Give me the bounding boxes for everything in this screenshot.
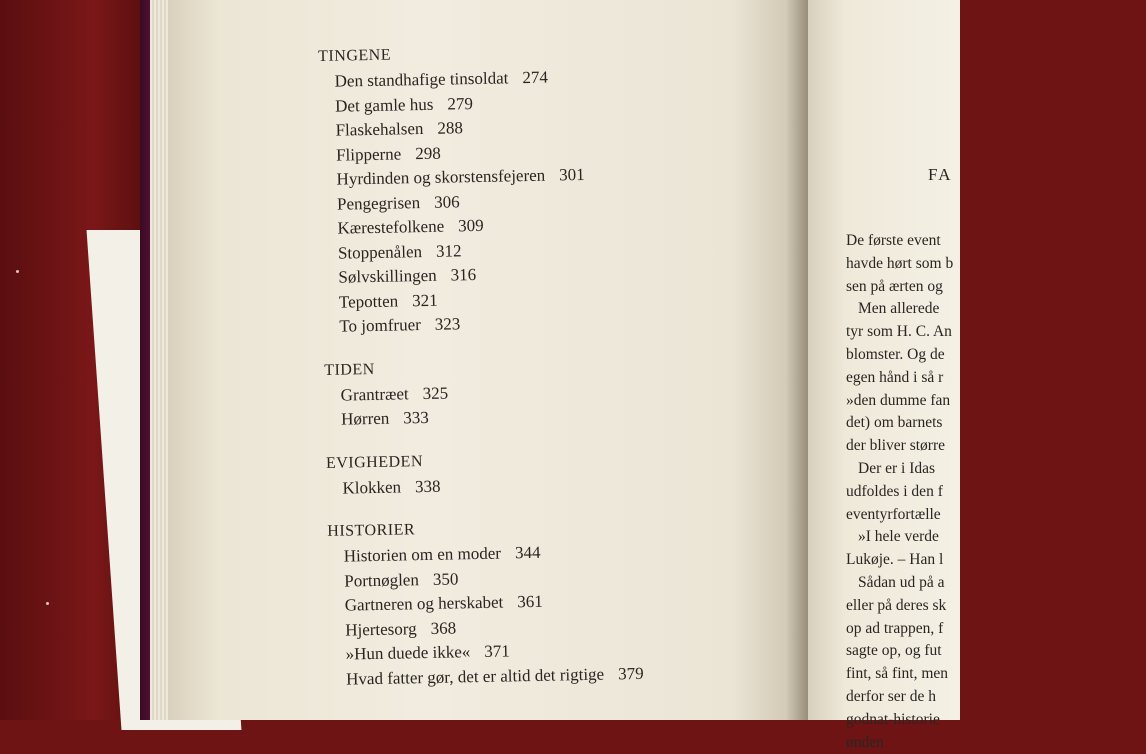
- toc-entry-page-number: 323: [434, 314, 461, 334]
- right-page-text-line: tyr som H. C. An: [846, 323, 952, 341]
- toc-entry-title: Hvad fatter gør, det er altid det rigtige: [345, 664, 605, 689]
- right-page-text-line: Der er i Idas: [858, 459, 936, 477]
- toc-entry-title: Flipperne: [335, 143, 402, 165]
- toc-entry-page-number: 338: [414, 476, 441, 496]
- toc-entry-page-number: 368: [430, 617, 457, 638]
- toc-entry-page-number: 306: [433, 191, 460, 212]
- toc-entry-title: Tepotten: [338, 291, 399, 312]
- toc-section-heading: HISTORIER: [327, 521, 416, 540]
- right-page-text-line: derfor ser de h: [846, 687, 936, 705]
- toc-entry-title: Pengegrisen: [336, 192, 421, 214]
- toc-entry-title: Den standhafige tinsoldat: [334, 68, 509, 91]
- toc-entry-title: Klokken: [342, 476, 402, 498]
- right-page-text-line: Lukøje. – Han l: [846, 551, 944, 569]
- right-page-text-line: fint, så fint, men: [846, 665, 949, 683]
- right-page-text-line: »I hele verde: [858, 528, 939, 546]
- right-page-heading: FA: [928, 165, 953, 184]
- toc-section-heading: TIDEN: [324, 360, 375, 379]
- toc-entry-title: Hørren: [340, 408, 390, 429]
- toc-entry-page-number: 316: [450, 265, 477, 285]
- right-page-text-line: egen hånd i så r: [846, 368, 944, 386]
- toc-entry-page-number: 274: [522, 67, 549, 88]
- toc-entry-title: Portnøglen: [344, 569, 420, 591]
- toc-entry-page-number: 309: [457, 215, 484, 236]
- toc-entry-page-number: 298: [415, 143, 441, 163]
- toc-entry-title: Gartneren og herskabet: [344, 592, 504, 615]
- right-page-text-line: blomster. Og de: [846, 345, 945, 363]
- toc-entry-title: To jomfruer: [339, 315, 421, 336]
- toc-entry-page-number: 333: [403, 407, 429, 428]
- toc-entry-title: Sølvskillingen: [338, 265, 437, 287]
- right-page-text-line: udfoldes i den f: [846, 482, 943, 500]
- right-page-text-line: sagte op, og fut: [846, 642, 942, 660]
- right-page-text: [846, 164, 1146, 754]
- right-page-text-line: Men allerede: [858, 300, 940, 318]
- toc-section-heading: EVIGHEDEN: [325, 452, 424, 472]
- right-page-text-line: De første event: [846, 232, 941, 249]
- toc-entry-page-number: 344: [514, 542, 541, 563]
- toc-entry-title: Det gamle hus: [334, 94, 434, 116]
- right-page-text-line: Sådan ud på a: [858, 573, 945, 591]
- toc-entry-title: Historien om en moder: [343, 543, 502, 566]
- toc-entry-page-number: 312: [435, 240, 462, 261]
- right-page-text-line: »den dumme fan: [846, 391, 951, 409]
- toc-section: [326, 444, 767, 501]
- right-page-text-line: godnat-historie: [846, 710, 940, 728]
- right-page: [808, 0, 960, 751]
- toc-entry-page-number: 288: [437, 118, 464, 138]
- toc-entry-page-number: 371: [484, 641, 510, 661]
- table-of-contents: [318, 38, 770, 692]
- toc-section: [324, 351, 765, 432]
- toc-section: [327, 512, 770, 691]
- toc-entry-title: Grantræet: [340, 383, 409, 405]
- toc-entry-page-number: 350: [432, 568, 459, 589]
- toc-section-heading: TINGENE: [318, 46, 392, 65]
- right-page-text-line: sen på ærten og: [846, 277, 943, 295]
- right-page-text-line: eventyrfortælle: [846, 505, 941, 523]
- right-page-text-line: der bliver større: [846, 437, 945, 455]
- toc-entry-title: Stoppenålen: [337, 241, 423, 263]
- right-page-text-line: op ad trappen, f: [846, 619, 944, 637]
- table-speck: [46, 602, 49, 605]
- table-speck: [16, 270, 19, 273]
- toc-entry-page-number: 279: [447, 93, 474, 114]
- toc-entry-page-number: 325: [422, 383, 449, 403]
- toc-entry-title: Flaskehalsen: [335, 118, 424, 140]
- toc-entry-page-number: 361: [517, 591, 543, 612]
- toc-entry-page-number: 379: [617, 663, 644, 683]
- toc-entry-title: Kærestefolkene: [337, 216, 445, 238]
- right-page-text-line: det) om barnets: [846, 414, 943, 432]
- toc-entry-page-number: 321: [411, 290, 438, 310]
- toc-entry-title: Hyrdinden og skorstensfejeren: [336, 165, 546, 189]
- toc-entry-title: Hjertesorg: [345, 618, 417, 640]
- toc-entry-title: »Hun duede ikke«: [345, 642, 471, 664]
- right-page-text-line: ønden: [846, 733, 884, 751]
- toc-section: [318, 38, 764, 340]
- right-page-text-line: eller på deres sk: [846, 596, 947, 614]
- toc-entry-page-number: 301: [559, 164, 585, 185]
- right-page-text-line: havde hørt som b: [846, 254, 954, 272]
